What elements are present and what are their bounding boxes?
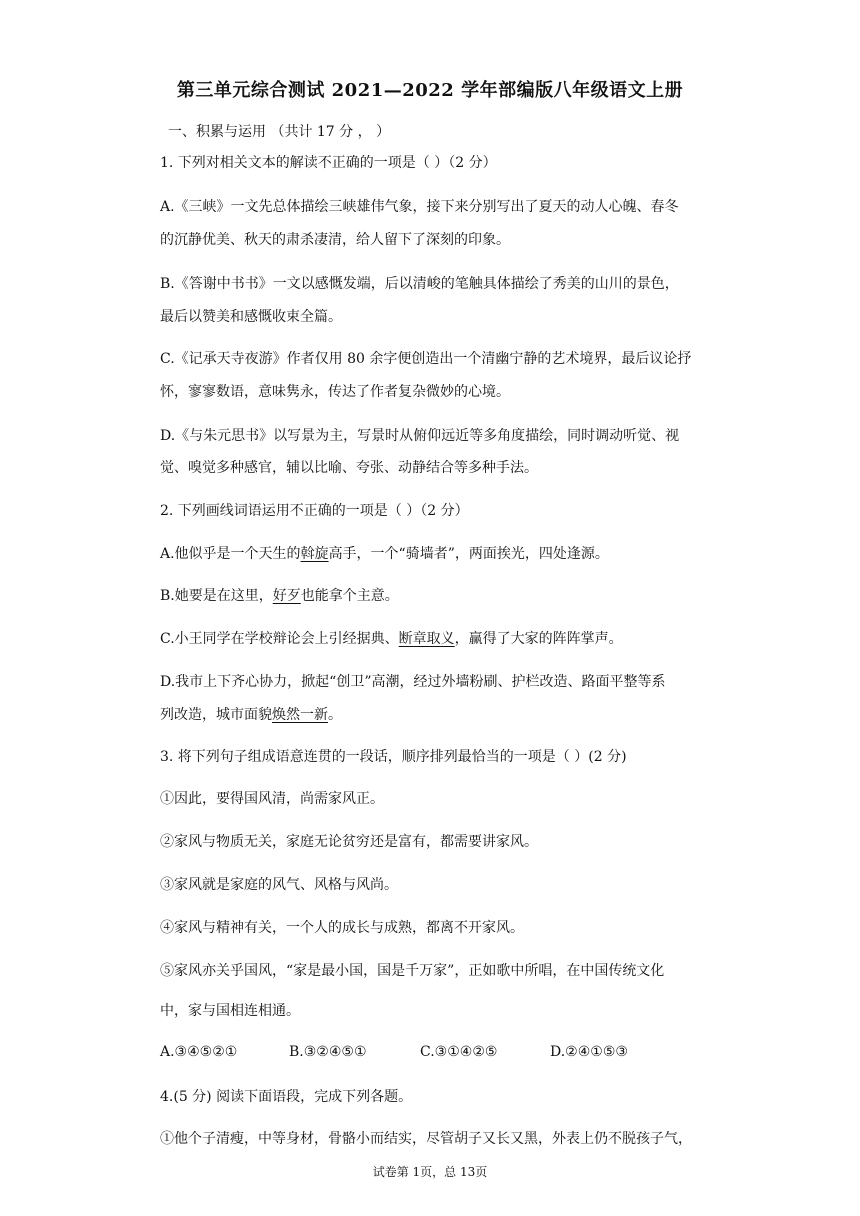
- question-1-option-b: B.《答谢中书书》一文以感慨发端，后以清峻的笔触具体描绘了秀美的山川的景色，: [160, 276, 679, 292]
- question-3-sentence-5: ⑤家风亦关乎国风，“家是最小国，国是千万家”，正如歌中所唱，在中国传统文化: [160, 963, 665, 979]
- question-4-passage-1: ①他个子清瘦，中等身材，骨骼小而结实，尽管胡子又长又黑，外表上仍不脱孩子气，: [160, 1131, 692, 1147]
- footer-text: 页，总: [420, 1165, 460, 1179]
- question-2-option-c: [160, 628, 623, 648]
- question-2-option-b: [160, 585, 399, 605]
- option-text: 。: [328, 707, 342, 723]
- question-3-stem: 3. 将下列句子组成语意连贯的一段话，顺序排列最恰当的一项是（ ）(2 分): [160, 749, 627, 765]
- option-text: 列改造，城市面貌: [160, 707, 272, 723]
- question-2-option-d-cont: [160, 704, 342, 724]
- question-1-option-a-cont: 的沉静优美、秋天的肃杀凄清，给人留下了深刻的印象。: [160, 232, 510, 248]
- underlined-word: 断章取义: [398, 631, 455, 647]
- option-text: 高手，一个“骑墙者”，两面挨光，四处逢源。: [328, 546, 609, 562]
- question-1-option-d: D.《与朱元思书》以写景为主，写景时从俯仰远近等多角度描绘，同时调动听觉、视: [160, 428, 680, 444]
- question-2-option-d: D.我市上下齐心协力，掀起“创卫”高潮，经过外墙粉刷、护栏改造、路面平整等系: [160, 674, 666, 690]
- question-3-sentence-4: ④家风与精神有关，一个人的成长与成熟，都离不开家风。: [160, 920, 524, 936]
- current-page-number: 1: [412, 1165, 421, 1179]
- question-3-option-d: D.②④①⑤③: [550, 1044, 628, 1060]
- underlined-word: 好歹: [272, 588, 301, 604]
- question-3-sentence-5-cont: 中，家与国相连相通。: [160, 1003, 300, 1019]
- option-text: C.小王同学在学校辩论会上引经据典、: [160, 631, 399, 647]
- question-2-stem: 2. 下列画线词语运用不正确的一项是（ ）（2 分）: [160, 503, 469, 519]
- option-text: ，赢得了大家的阵阵掌声。: [454, 631, 623, 647]
- underlined-word: 斡旋: [300, 546, 329, 562]
- question-1-option-b-cont: 最后以赞美和感慨收束全篇。: [160, 309, 342, 325]
- question-2-option-a: [160, 543, 609, 563]
- question-4-stem: 4.(5 分) 阅读下面语段，完成下列各题。: [160, 1089, 413, 1105]
- page-title: 第三单元综合测试 2021—2022 学年部编版八年级语文上册: [176, 80, 684, 101]
- section-heading: 一、积累与运用 （共计 17 分 ， ）: [168, 124, 391, 140]
- option-text: B.她要是在这里，: [160, 588, 273, 604]
- page-footer: [0, 1163, 860, 1180]
- underlined-word: 焕然一新: [272, 707, 328, 723]
- total-pages: 13: [460, 1165, 476, 1179]
- footer-text: 试卷第: [372, 1165, 413, 1179]
- footer-text: 页: [475, 1165, 488, 1179]
- question-1-option-d-cont: 觉、嗅觉多种感官，辅以比喻、夸张、动静结合等多种手法。: [160, 460, 538, 476]
- question-3-option-b: B.③②④⑤①: [289, 1044, 367, 1060]
- question-3-sentence-2: ②家风与物质无关，家庭无论贫穷还是富有，都需要讲家风。: [160, 834, 538, 850]
- question-1-stem: 1. 下列对相关文本的解读不正确的一项是（ ）（2 分）: [160, 155, 497, 171]
- question-3-sentence-1: ①因此，要得国风清，尚需家风正。: [160, 791, 384, 807]
- option-text: 也能拿个主意。: [300, 588, 399, 604]
- question-3-sentence-3: ③家风就是家庭的风气、风格与风尚。: [160, 877, 398, 893]
- question-1-option-a: A.《三峡》一文先总体描绘三峡雄伟气象，接下来分别写出了夏天的动人心魄、春冬: [160, 199, 679, 215]
- question-1-option-c: C.《记承天寺夜游》作者仅用 80 余字便创造出一个清幽宁静的艺术境界，最后议论抒: [160, 351, 692, 367]
- question-3-option-a: A.③④⑤②①: [160, 1044, 238, 1060]
- option-text: A.他似乎是一个天生的: [160, 546, 301, 562]
- question-3-option-c: C.③①④②⑤: [420, 1044, 498, 1060]
- question-1-option-c-cont: 怀，寥寥数语，意味隽永，传达了作者复杂微妙的心境。: [160, 384, 510, 400]
